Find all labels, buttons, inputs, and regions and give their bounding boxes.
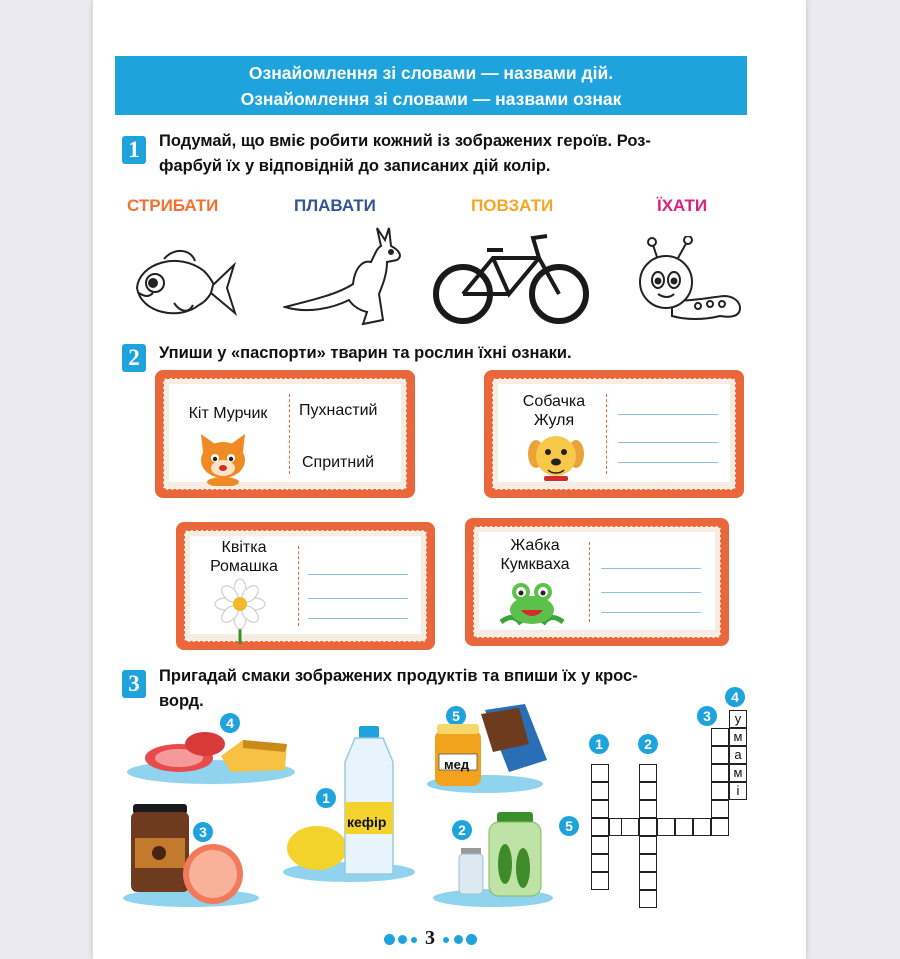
- crossword-number-4: 4: [725, 687, 745, 707]
- passport-card-cat: [155, 370, 415, 498]
- card-name-dog: [504, 392, 604, 430]
- crossword-number-2: 2: [638, 734, 658, 754]
- verb-crawl: ПОВЗАТИ: [471, 196, 554, 215]
- crossword-cell[interactable]: [711, 818, 729, 836]
- crossword-number-1: 1: [589, 734, 609, 754]
- crossword-cell[interactable]: [693, 818, 711, 836]
- passport-card-daisy: [176, 522, 435, 650]
- card-trait-cat-1[interactable]: Пухнастий: [299, 402, 378, 419]
- meat-and-cheese-icon: [125, 722, 295, 788]
- honey-and-chocolate-icon: [425, 700, 550, 796]
- card-name-daisy: [194, 538, 294, 576]
- card-name-dog-line2: Жуля: [533, 412, 575, 429]
- fish-icon[interactable]: [129, 243, 239, 328]
- frog-icon: [497, 578, 567, 630]
- trait-line-dog-3[interactable]: [618, 462, 718, 463]
- crossword-letter-cell[interactable]: м: [729, 728, 747, 746]
- crossword-cell[interactable]: [639, 854, 657, 872]
- crossword-cell[interactable]: [639, 836, 657, 854]
- trait-line-dog-2[interactable]: [618, 442, 718, 443]
- crossword-cell[interactable]: [675, 818, 693, 836]
- verb-swim: ПЛАВАТИ: [294, 196, 376, 215]
- crossword-cell[interactable]: [639, 818, 657, 836]
- crossword-cell[interactable]: [591, 764, 609, 782]
- task1-text-line2: фарбуй їх у відповідній до записаних дій колір.: [159, 157, 551, 175]
- lemon-and-kefir-icon: [281, 722, 417, 884]
- crossword-cell[interactable]: [591, 836, 609, 854]
- trait-line-frog-2[interactable]: [601, 592, 701, 593]
- product-number-5: 5: [446, 706, 466, 726]
- crossword-cell[interactable]: [639, 800, 657, 818]
- footer-dot: [443, 937, 449, 943]
- task1-instructions: [159, 129, 759, 179]
- task3-text-line2: ворд.: [159, 692, 204, 710]
- crossword-cell[interactable]: [639, 764, 657, 782]
- crossword-number-3: 3: [697, 706, 717, 726]
- card-trait-cat-2[interactable]: Спритний: [302, 454, 375, 471]
- crossword-cell[interactable]: [711, 746, 729, 764]
- card-name-frog-line1: Жабка: [510, 537, 560, 554]
- crossword-cell[interactable]: [711, 728, 729, 746]
- footer-dot: [454, 935, 463, 944]
- crossword-cell[interactable]: [657, 818, 675, 836]
- trait-line-frog-1[interactable]: [601, 568, 701, 569]
- crossword-cell[interactable]: [591, 818, 609, 836]
- crossword-number-5: 5: [559, 816, 579, 836]
- crossword-cell[interactable]: [639, 890, 657, 908]
- cat-icon: [195, 430, 251, 486]
- trait-line-dog-1[interactable]: [618, 414, 718, 415]
- lesson-title-banner: [115, 56, 747, 115]
- crossword-letter-cell[interactable]: у: [729, 710, 747, 728]
- caterpillar-icon[interactable]: [636, 236, 746, 330]
- task-number-3: 3: [122, 670, 146, 698]
- product-number-1: 1: [316, 788, 336, 808]
- trait-line-daisy-1[interactable]: [308, 574, 408, 575]
- lesson-title-line1: Ознайомлення зі словами — назвами дій.: [248, 63, 614, 83]
- salt-and-pickles-icon: [431, 808, 555, 908]
- product-number-4: 4: [220, 713, 240, 733]
- page-number: 3: [425, 927, 435, 949]
- workbook-page: [93, 0, 806, 959]
- crossword-cell[interactable]: [711, 764, 729, 782]
- crossword-letter-cell[interactable]: м: [729, 764, 747, 782]
- footer-dot: [411, 937, 417, 943]
- task3-text-line1: Пригадай смаки зображених продуктів та впиши їх у крос-: [159, 667, 638, 685]
- footer-dot: [398, 935, 407, 944]
- card-name-daisy-line2: Ромашка: [210, 558, 278, 575]
- task-number-1: 1: [122, 136, 146, 164]
- task1-text-line1: Подумай, що вміє робити кожний із зображених героїв. Роз-: [159, 132, 651, 150]
- crossword-cell[interactable]: [639, 782, 657, 800]
- dog-icon: [526, 430, 586, 486]
- passport-card-frog: [465, 518, 729, 646]
- bicycle-icon[interactable]: [431, 228, 591, 328]
- crossword-cell[interactable]: [591, 854, 609, 872]
- task2-instructions: Упиши у «паспорти» тварин та рослин їхні ознаки.: [159, 344, 572, 362]
- crossword-letter-cell[interactable]: і: [729, 782, 747, 800]
- lesson-title-line2: Ознайомлення зі словами — назвами ознак: [240, 89, 622, 109]
- crossword-cell[interactable]: [711, 782, 729, 800]
- daisy-icon: [210, 578, 270, 646]
- crossword-cell[interactable]: [639, 872, 657, 890]
- card-name-cat: Кіт Мурчик: [188, 405, 268, 422]
- card-name-frog-line2: Кумкваха: [500, 556, 570, 573]
- card-name-daisy-line1: Квітка: [221, 539, 267, 556]
- card-name-dog-line1: Собачка: [522, 393, 586, 410]
- trait-line-daisy-2[interactable]: [308, 598, 408, 599]
- product-number-3: 3: [193, 822, 213, 842]
- kefir-bottle-label: кефір: [347, 814, 387, 830]
- crossword-cell[interactable]: [591, 800, 609, 818]
- footer-dot: [384, 934, 395, 945]
- passport-card-dog: [484, 370, 744, 498]
- crossword-letter-cell[interactable]: а: [729, 746, 747, 764]
- trait-line-daisy-3[interactable]: [308, 618, 408, 619]
- kangaroo-icon[interactable]: [283, 222, 408, 328]
- card-name-frog: [483, 536, 587, 574]
- crossword-cell[interactable]: [711, 800, 729, 818]
- trait-line-frog-3[interactable]: [601, 612, 701, 613]
- footer-dot: [466, 934, 477, 945]
- crossword-cell[interactable]: [591, 782, 609, 800]
- coffee-and-grapefruit-icon: [121, 798, 261, 908]
- honey-jar-label: мед: [444, 757, 470, 772]
- task-number-2: 2: [122, 344, 146, 372]
- verb-jump: СТРИБАТИ: [127, 196, 219, 215]
- crossword-cell[interactable]: [621, 818, 639, 836]
- crossword-cell[interactable]: [591, 872, 609, 890]
- verb-ride: ЇХАТИ: [657, 196, 708, 215]
- product-number-2: 2: [452, 820, 472, 840]
